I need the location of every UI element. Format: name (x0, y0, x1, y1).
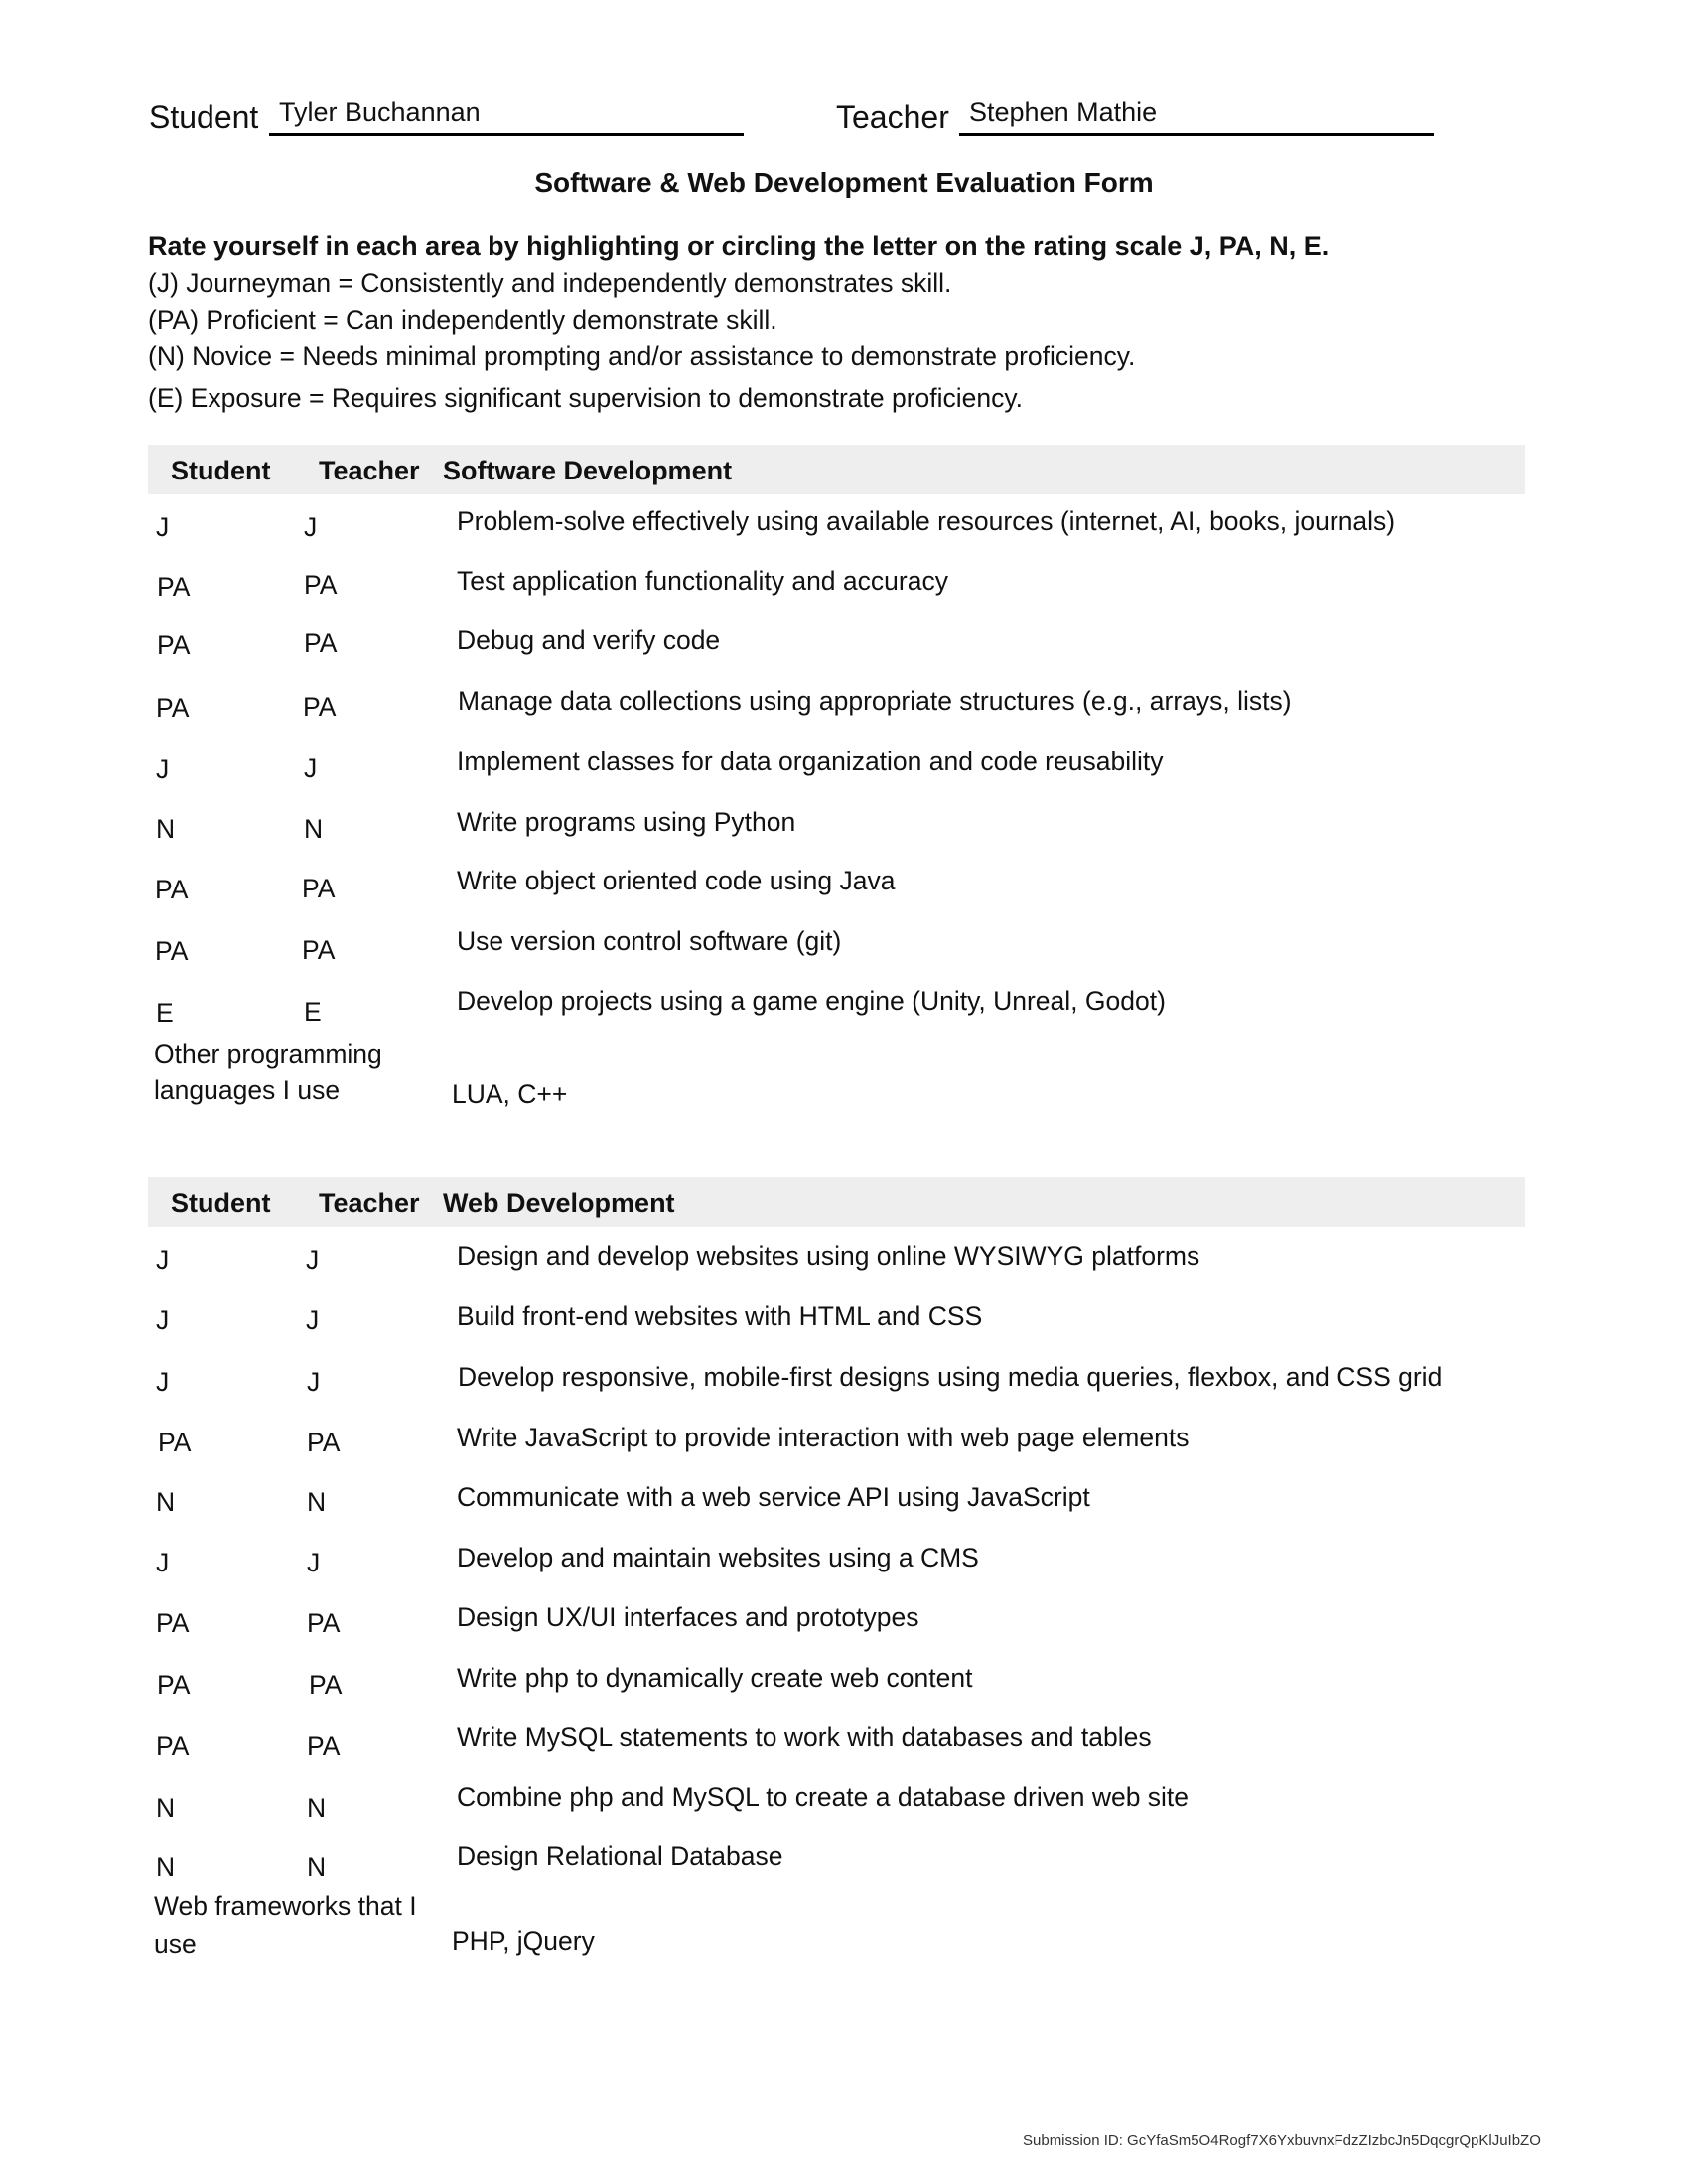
teacher-rating[interactable]: PA (309, 1670, 343, 1700)
teacher-rating[interactable]: J (306, 1305, 320, 1335)
skill-description: Design Relational Database (457, 1842, 783, 1871)
student-underline (269, 133, 744, 136)
instructions-heading: Rate yourself in each area by highlighting or circling the letter on the rating scale J, PA, N, E. (148, 231, 1330, 261)
web-frameworks-value[interactable]: PHP, jQuery (452, 1926, 595, 1956)
student-name-field[interactable]: Tyler Buchannan (279, 97, 481, 127)
teacher-label: Teacher (836, 99, 949, 135)
skill-description: Develop responsive, mobile-first designs using media queries, flexbox, and CSS grid (458, 1362, 1443, 1392)
student-rating[interactable]: J (156, 1305, 170, 1335)
skill-description: Design UX/UI interfaces and prototypes (457, 1602, 919, 1632)
teacher-rating[interactable]: N (307, 1793, 327, 1823)
student-rating[interactable]: N (156, 1852, 176, 1882)
teacher-rating[interactable]: PA (307, 1731, 341, 1761)
skill-description: Test application functionality and accuracy (457, 566, 948, 596)
skill-description: Develop and maintain websites using a CMS (457, 1543, 979, 1572)
teacher-rating[interactable]: J (306, 1245, 320, 1275)
section-title-web: Web Development (443, 1188, 675, 1218)
student-rating[interactable]: J (156, 1367, 170, 1397)
student-label: Student (149, 99, 259, 135)
student-rating[interactable]: N (156, 814, 176, 844)
other-languages-label-2: languages I use (154, 1075, 341, 1105)
teacher-name-field[interactable]: Stephen Mathie (969, 97, 1158, 127)
teacher-rating[interactable]: PA (302, 874, 336, 903)
scale-novice: (N) Novice = Needs minimal prompting and/or assistance to demonstrate proficiency. (148, 341, 1136, 371)
scale-exposure: (E) Exposure = Requires significant supervision to demonstrate proficiency. (148, 383, 1024, 413)
student-rating[interactable]: E (156, 998, 174, 1027)
teacher-rating[interactable]: J (307, 1548, 321, 1577)
teacher-rating[interactable]: J (307, 1367, 321, 1397)
teacher-rating[interactable]: PA (303, 692, 337, 722)
skill-description: Design and develop websites using online WYSIWYG platforms (457, 1241, 1200, 1271)
teacher-rating[interactable]: PA (307, 1428, 341, 1457)
software-header-band (148, 445, 1525, 494)
teacher-rating[interactable]: PA (302, 935, 336, 965)
skill-description: Write MySQL statements to work with databases and tables (457, 1722, 1152, 1752)
page-title: Software & Web Development Evaluation Form (534, 167, 1154, 198)
teacher-rating[interactable]: N (307, 1487, 327, 1517)
teacher-rating[interactable]: J (304, 753, 318, 783)
student-rating[interactable]: PA (156, 1731, 190, 1761)
student-rating[interactable]: J (156, 1245, 170, 1275)
skill-description: Communicate with a web service API using JavaScript (457, 1482, 1090, 1512)
other-languages-value[interactable]: LUA, C++ (452, 1079, 568, 1109)
student-rating[interactable]: N (156, 1793, 176, 1823)
skill-description: Use version control software (git) (457, 926, 842, 956)
skill-description: Write programs using Python (457, 807, 796, 837)
student-rating[interactable]: N (156, 1487, 176, 1517)
other-languages-label-1: Other programming (154, 1039, 382, 1069)
student-rating[interactable]: J (156, 1548, 170, 1577)
teacher-rating[interactable]: PA (307, 1608, 341, 1638)
student-rating[interactable]: PA (155, 875, 189, 904)
student-rating[interactable]: PA (155, 936, 189, 966)
web-frameworks-label-2: use (154, 1929, 197, 1959)
teacher-rating[interactable]: N (304, 814, 324, 844)
skill-description: Write JavaScript to provide interaction with web page elements (457, 1423, 1190, 1452)
student-rating[interactable]: PA (156, 1608, 190, 1638)
teacher-rating[interactable]: N (307, 1852, 327, 1882)
col-student: Student (171, 1188, 271, 1218)
skill-description: Problem-solve effectively using available resources (internet, AI, books, journals) (457, 506, 1396, 536)
col-teacher: Teacher (319, 1188, 420, 1218)
skill-description: Implement classes for data organization and code reusability (457, 747, 1164, 776)
submission-id: Submission ID: GcYfaSm5O4Rogf7X6YxbuvnxFdzZIzbcJn5DqcgrQpKlJuIbZO (1023, 2132, 1541, 2149)
teacher-rating[interactable]: PA (304, 570, 338, 600)
skill-description: Build front-end websites with HTML and CSS (457, 1301, 983, 1331)
student-rating[interactable]: PA (157, 630, 191, 660)
teacher-rating[interactable]: J (304, 512, 318, 542)
col-teacher: Teacher (319, 456, 420, 485)
web-frameworks-label-1: Web frameworks that I (154, 1891, 417, 1921)
student-rating[interactable]: J (156, 754, 170, 784)
teacher-rating[interactable]: PA (304, 628, 338, 658)
skill-description: Write object oriented code using Java (457, 866, 896, 895)
skill-description: Write php to dynamically create web content (457, 1663, 973, 1693)
skill-description: Combine php and MySQL to create a database driven web site (457, 1782, 1190, 1812)
student-rating[interactable]: PA (157, 572, 191, 602)
student-rating[interactable]: PA (156, 693, 190, 723)
skill-description: Develop projects using a game engine (Unity, Unreal, Godot) (457, 986, 1166, 1016)
student-rating[interactable]: PA (158, 1428, 192, 1457)
student-rating[interactable]: J (156, 512, 170, 542)
section-title-software: Software Development (443, 456, 733, 485)
student-rating[interactable]: PA (157, 1670, 191, 1700)
scale-journeyman: (J) Journeyman = Consistently and independently demonstrates skill. (148, 268, 952, 298)
teacher-rating[interactable]: E (304, 997, 322, 1026)
teacher-underline (959, 133, 1434, 136)
scale-proficient: (PA) Proficient = Can independently demonstrate skill. (148, 305, 777, 335)
web-header-band (148, 1177, 1525, 1227)
skill-description: Debug and verify code (457, 625, 721, 655)
col-student: Student (171, 456, 271, 485)
skill-description: Manage data collections using appropriate structures (e.g., arrays, lists) (458, 686, 1292, 716)
